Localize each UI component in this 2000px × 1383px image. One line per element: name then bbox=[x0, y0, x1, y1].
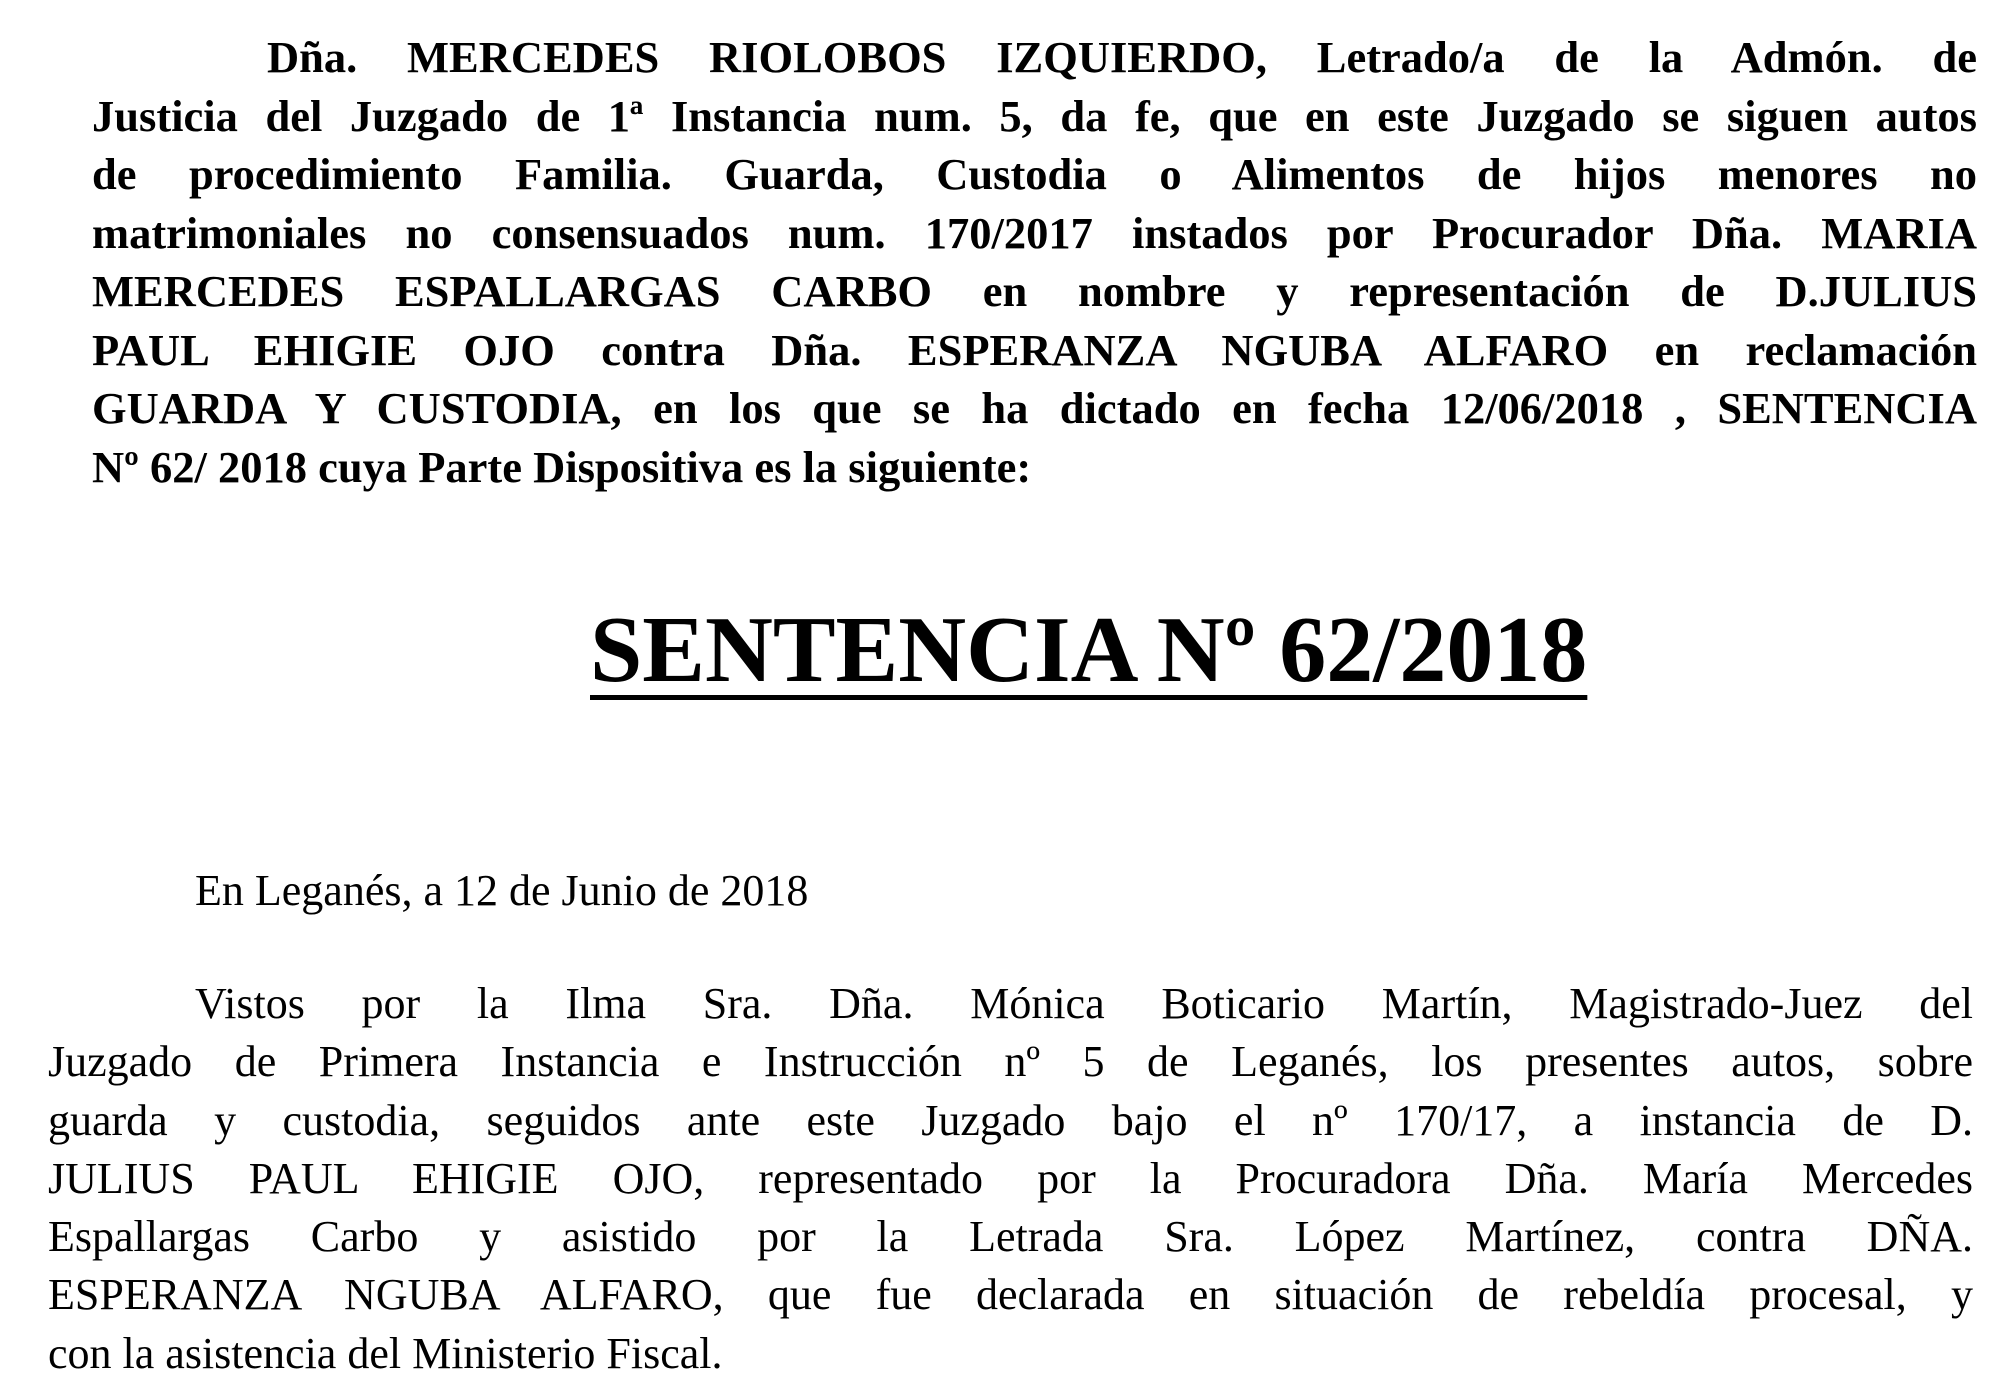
body-line: con la asistencia del Ministerio Fiscal. bbox=[48, 1328, 723, 1378]
body-paragraph bbox=[48, 975, 1973, 1383]
header-line: Nº 62/ 2018 cuya Parte Dispositiva es la siguiente: bbox=[92, 441, 1032, 492]
header-line: Dña. MERCEDES RIOLOBOS IZQUIERDO, Letrado/a de la Admón. de bbox=[267, 32, 1977, 82]
header-paragraph bbox=[92, 28, 1977, 496]
body-line: guarda y custodia, seguidos ante este Juzgado bajo el nº 170/17, a instancia de D. bbox=[48, 1095, 1973, 1145]
date-line: En Leganés, a 12 de Junio de 2018 bbox=[195, 866, 809, 915]
header-line: PAUL EHIGIE OJO contra Dña. ESPERANZA NGUBA ALFARO en reclamación bbox=[92, 324, 1977, 375]
body-line: Juzgado de Primera Instancia e Instrucción nº 5 de Leganés, los presentes autos, sobre bbox=[48, 1037, 1973, 1087]
header-line: Justicia del Juzgado de 1ª Instancia num. 5, da fe, que en este Juzgado se siguen autos bbox=[92, 90, 1977, 141]
header-line: MERCEDES ESPALLARGAS CARBO en nombre y representación de D.JULIUS bbox=[92, 266, 1977, 316]
header-line: de procedimiento Familia. Guarda, Custodia o Alimentos de hijos menores no bbox=[92, 149, 1977, 199]
body-line: JULIUS PAUL EHIGIE OJO, representado por la Procuradora Dña. María Mercedes bbox=[48, 1153, 1973, 1203]
body-line: ESPERANZA NGUBA ALFARO, que fue declarada en situación de rebeldía procesal, y bbox=[48, 1270, 1973, 1320]
body-line: Vistos por la Ilma Sra. Dña. Mónica Boticario Martín, Magistrado-Juez del bbox=[195, 979, 1973, 1028]
body-line: Espallargas Carbo y asistido por la Letrada Sra. López Martínez, contra DÑA. bbox=[48, 1212, 1973, 1262]
header-line: GUARDA Y CUSTODIA, en los que se ha dictado en fecha 12/06/2018 , SENTENCIA bbox=[92, 383, 1977, 433]
header-line: matrimoniales no consensuados num. 170/2017 instados por Procurador Dña. MARIA bbox=[92, 207, 1977, 258]
document-title: SENTENCIA Nº 62/2018 bbox=[590, 598, 1588, 702]
